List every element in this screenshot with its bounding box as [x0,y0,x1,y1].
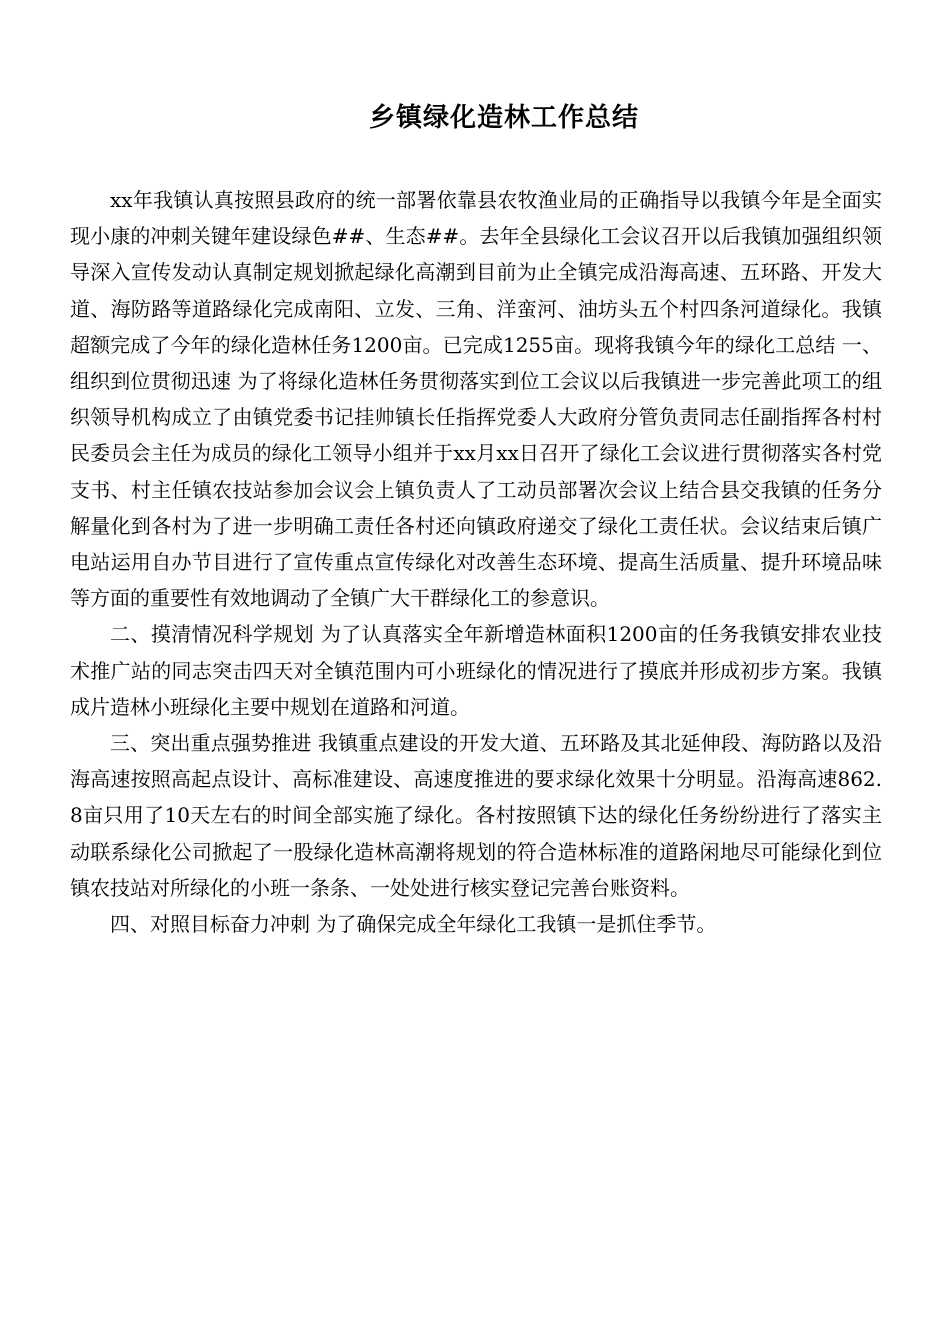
document-title: 乡镇绿化造林工作总结 [368,103,639,133]
document-body [70,182,882,942]
paragraph-2: 二、摸清情况科学规划 为了认真落实全年新增造林面积1200亩的任务我镇安排农业技术推广站的同志突击四天对全镇范围内可小班绿化的情况进行了摸底并形成初步方案。我镇成片造林小班绿化主要中规划在道路和河道。 [70,622,882,719]
paragraph-4: 四、对照目标奋力冲刺 为了确保完成全年绿化工我镇一是抓住季节。 [110,912,717,937]
paragraph-1: xx年我镇认真按照县政府的统一部署依靠县农牧渔业局的正确指导以我镇今年是全面实现小康的冲刺关键年建设绿色##、生态##。去年全县绿化工会议召开以后我镇加强组织领导深入宣传发动认真制定规划掀起绿化高潮到目前为止全镇完成沿海高速、五环路、开发大道、海防路等道路绿化完成南阳、立发、三角、洋蛮河、油坊头五个村四条河道绿化。我镇超额完成了今年的绿化造林任务1200亩。已完成1255亩。现将我镇今年的绿化工总结 一、组织到位贯彻迅速 为了将绿化造林任务贯彻落实到位工会议以后我镇进一步完善此项工的组织领导机构成立了由镇党委书记挂帅镇长任指挥党委人大政府分管负责同志任副指挥各村村民委员会主任为成员的绿化工领导小组并于xx月xx日召开了绿化工会议进行贯彻落实各村党支书、村主任镇农技站参加会议会上镇负责人了工动员部署次会议上结合县交我镇的任务分解量化到各村为了进一步明确工责任各村还向镇政府递交了绿化工责任状。会议结束后镇广电站运用自办节目进行了宣传重点宣传绿化对改善生态环境、提高生活质量、提升环境品味等方面的重要性有效地调动了全镇广大干群绿化工的参意识。 [70,188,882,611]
paragraph-3: 三、突出重点强势推进 我镇重点建设的开发大道、五环路及其北延伸段、海防路以及沿海高速按照高起点设计、高标准建设、高速度推进的要求绿化效果十分明显。沿海高速862.8亩只用了10天左右的时间全部实施了绿化。各村按照镇下达的绿化任务纷纷进行了落实主动联系绿化公司掀起了一股绿化造林高潮将规划的符合造林标准的道路闲地尽可能绿化到位镇农技站对所绿化的小班一条条、一处处进行核实登记完善台账资料。 [70,731,882,900]
